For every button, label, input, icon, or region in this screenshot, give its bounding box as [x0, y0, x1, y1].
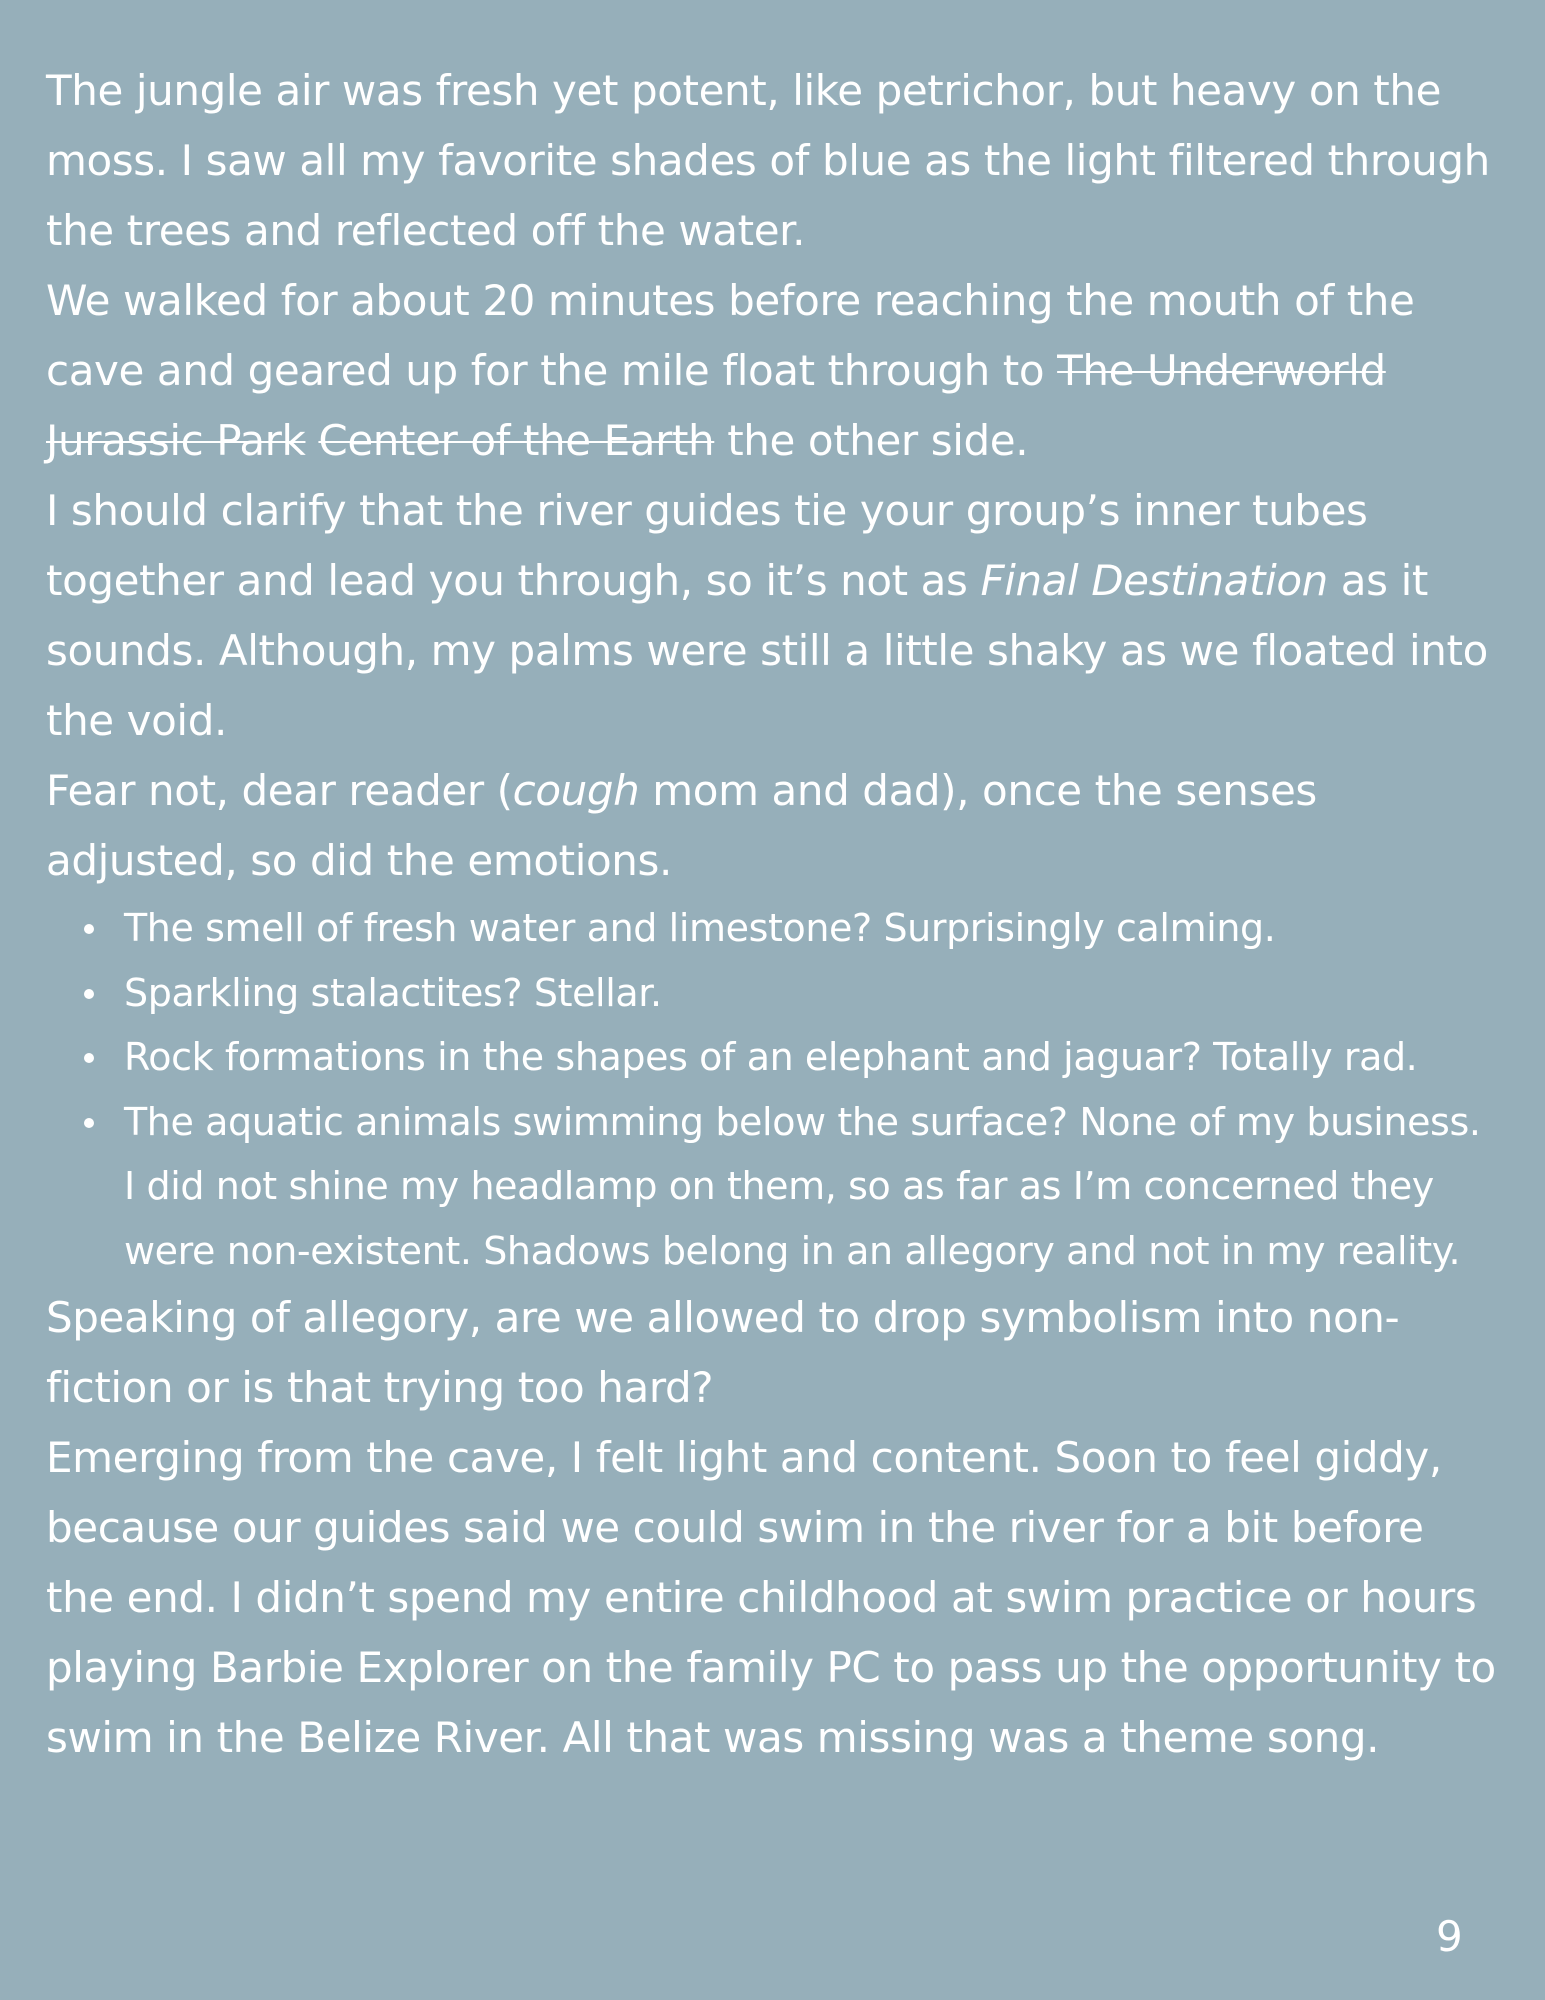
paragraph-fear-not: [46, 756, 1501, 896]
river-guides-text: I should clarify that the river guides tie your group’s inner tubes together and lead you through, so it’s not as: [46, 486, 1368, 605]
river-guides-ending: as it sounds. Although, my palms were still a little shaky as we floated into the void.: [46, 556, 1488, 745]
paragraph-emerging: Emerging from the cave, I felt light and content. Soon to feel giddy, because our guides said we could swim in the river for a bit before the end. I didn’t spend my entire childhood at swim practice or hours playing Barbie Explorer on the family PC to pass up the opportunity to swim in the Belize River. All that was missing was a theme song.: [46, 1433, 1496, 1762]
paragraph-cave-walk: [46, 266, 1501, 476]
page-number: 9: [1436, 1912, 1463, 1961]
senses-list: [46, 896, 1501, 1283]
page-body: [46, 56, 1501, 1773]
paragraph-river-guides: [46, 476, 1501, 756]
final-destination-italic: Final Destination: [980, 556, 1328, 605]
fear-not-text: Fear not, dear reader (: [46, 766, 513, 815]
strikethrough-underworld: The Underworld: [1057, 346, 1386, 395]
paragraph-allegory: Speaking of allegory, are we allowed to drop symbolism into non-fiction or is that trying too hard?: [46, 1293, 1400, 1412]
list-item: Sparkling stalactites? Stellar.: [124, 961, 1501, 1026]
list-item: Rock formations in the shapes of an elephant and jaguar? Totally rad.: [124, 1025, 1501, 1090]
paragraph-jungle-air: The jungle air was fresh yet potent, like petrichor, but heavy on the moss. I saw all my favorite shades of blue as the light filtered through the trees and reflected off the water.: [46, 66, 1490, 255]
list-item: The aquatic animals swimming below the surface? None of my business. I did not shine my headlamp on them, so as far as I’m concerned they were non-existent. Shadows belong in an allegory and not in my reality.: [124, 1090, 1501, 1284]
list-item: The smell of fresh water and limestone? Surprisingly calming.: [124, 896, 1501, 961]
cough-italic: cough: [512, 766, 640, 815]
strikethrough-center-earth: Center of the Earth: [318, 416, 715, 465]
cave-walk-text: We walked for about 20 minutes before reaching the mouth of the cave and geared up for the mile float through to: [46, 276, 1415, 395]
cave-walk-ending: the other side.: [714, 416, 1029, 465]
strikethrough-jurassic-park: Jurassic Park: [46, 416, 306, 465]
fear-not-ending: mom and dad), once the senses adjusted, so did the emotions.: [46, 766, 1317, 885]
